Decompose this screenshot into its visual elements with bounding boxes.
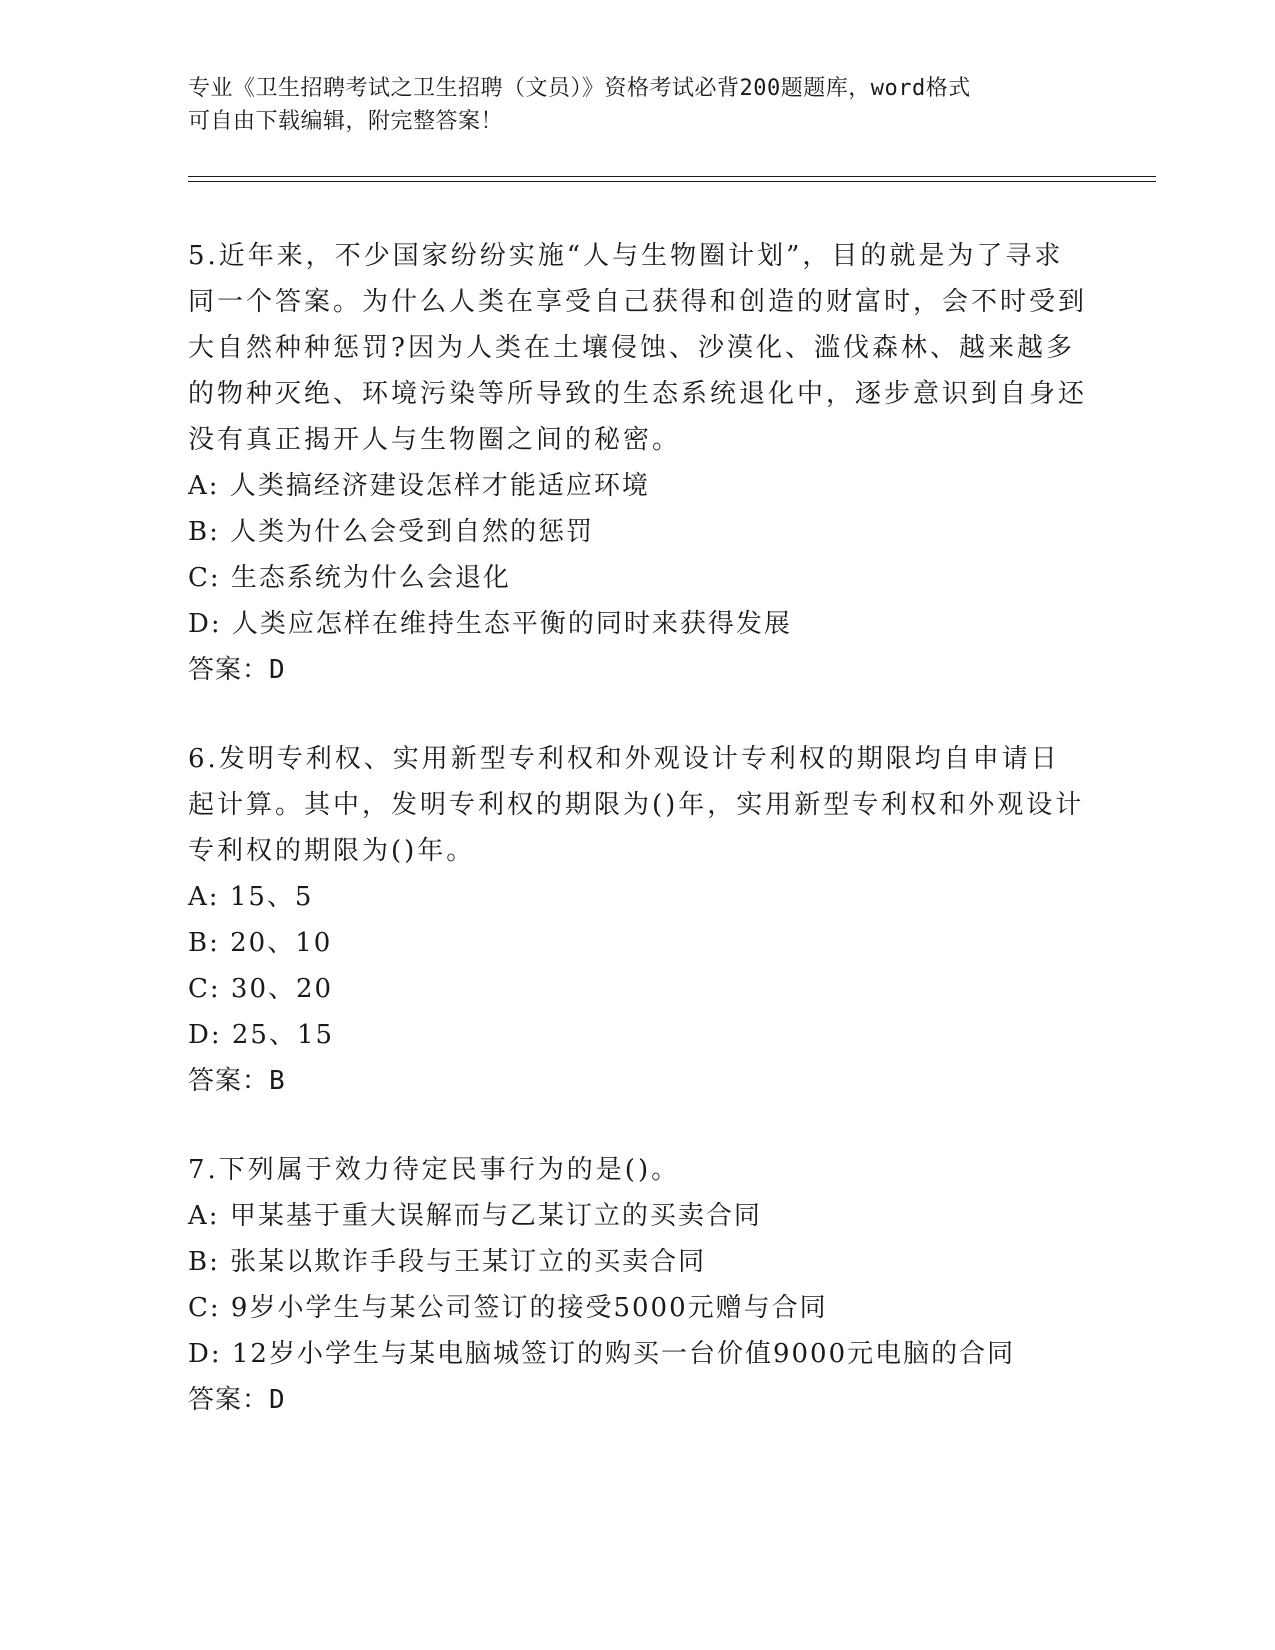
option-letter: A: [188,882,220,912]
option-d [188,1012,1088,1058]
answer-line: 答案：D [188,655,286,685]
option-b [188,920,1088,966]
option-text: 人类搞经济建设怎样才能适应环境 [229,471,650,501]
option-letter: A: [188,471,220,501]
document-header [188,72,1088,138]
option-text: 20、10 [230,928,333,958]
option-a [188,1193,1088,1239]
option-text: 甲某基于重大误解而与乙某订立的买卖合同 [229,1201,762,1231]
option-c [188,966,1088,1012]
option-d [188,1331,1088,1377]
question-7 [188,1147,1088,1423]
option-text: 25、15 [231,1020,335,1050]
option-letter: A: [188,1201,220,1231]
option-letter: D: [188,1020,222,1050]
question-list [188,233,1088,1466]
option-letter: C: [188,563,221,593]
option-text: 15、5 [229,882,314,912]
option-b [188,509,1088,555]
option-letter: B: [188,517,220,547]
option-letter: B: [188,1247,220,1277]
option-c [188,1285,1088,1331]
header-divider-bottom [188,181,1156,182]
question-stem: 5.近年来，不少国家纷纷实施“人与生物圈计划”，目的就是为了寻求同一个答案。为什么人类在享受自己获得和创造的财富时，会不时受到大自然种种惩罚?因为人类在土壤侵蚀、沙漠化、滥伐森林、越来越多的物种灭绝、环境污染等所导致的生态系统退化中，逐步意识到自身还没有真正揭开人与生物圈之间的秘密。 [188,241,1088,455]
option-letter: C: [188,1293,221,1323]
option-a [188,874,1088,920]
option-text: 人类为什么会受到自然的惩罚 [230,517,595,547]
header-title-line-1: 专业《卫生招聘考试之卫生招聘（文员）》资格考试必背200题题库，word格式 [188,76,971,101]
option-text: 9岁小学生与某公司签订的接受5000元赠与合同 [230,1293,828,1323]
option-text: 生态系统为什么会退化 [230,563,511,593]
question-stem: 7.下列属于效力待定民事行为的是()。 [188,1155,681,1185]
option-text: 人类应怎样在维持生态平衡的同时来获得发展 [231,609,792,639]
question-stem: 6.发明专利权、实用新型专利权和外观设计专利权的期限均自申请日起计算。其中，发明专利权的期限为()年，实用新型专利权和外观设计专利权的期限为()年。 [188,744,1085,866]
answer-line: 答案：D [188,1385,286,1415]
header-title-line-2: 可自由下载编辑，附完整答案！ [188,109,504,134]
option-a [188,463,1088,509]
option-text: 30、20 [230,974,334,1004]
option-b [188,1239,1088,1285]
option-c [188,555,1088,601]
header-divider-top [188,176,1156,177]
option-text: 张某以欺诈手段与王某订立的买卖合同 [230,1247,707,1277]
option-letter: D: [188,609,222,639]
option-d [188,601,1088,647]
option-text: 12岁小学生与某电脑城签订的购买一台价值9000元电脑的合同 [231,1339,1016,1369]
option-letter: C: [188,974,221,1004]
option-letter: B: [188,928,220,958]
question-5 [188,233,1088,693]
answer-line: 答案：B [188,1066,286,1096]
question-6 [188,736,1088,1104]
option-letter: D: [188,1339,222,1369]
